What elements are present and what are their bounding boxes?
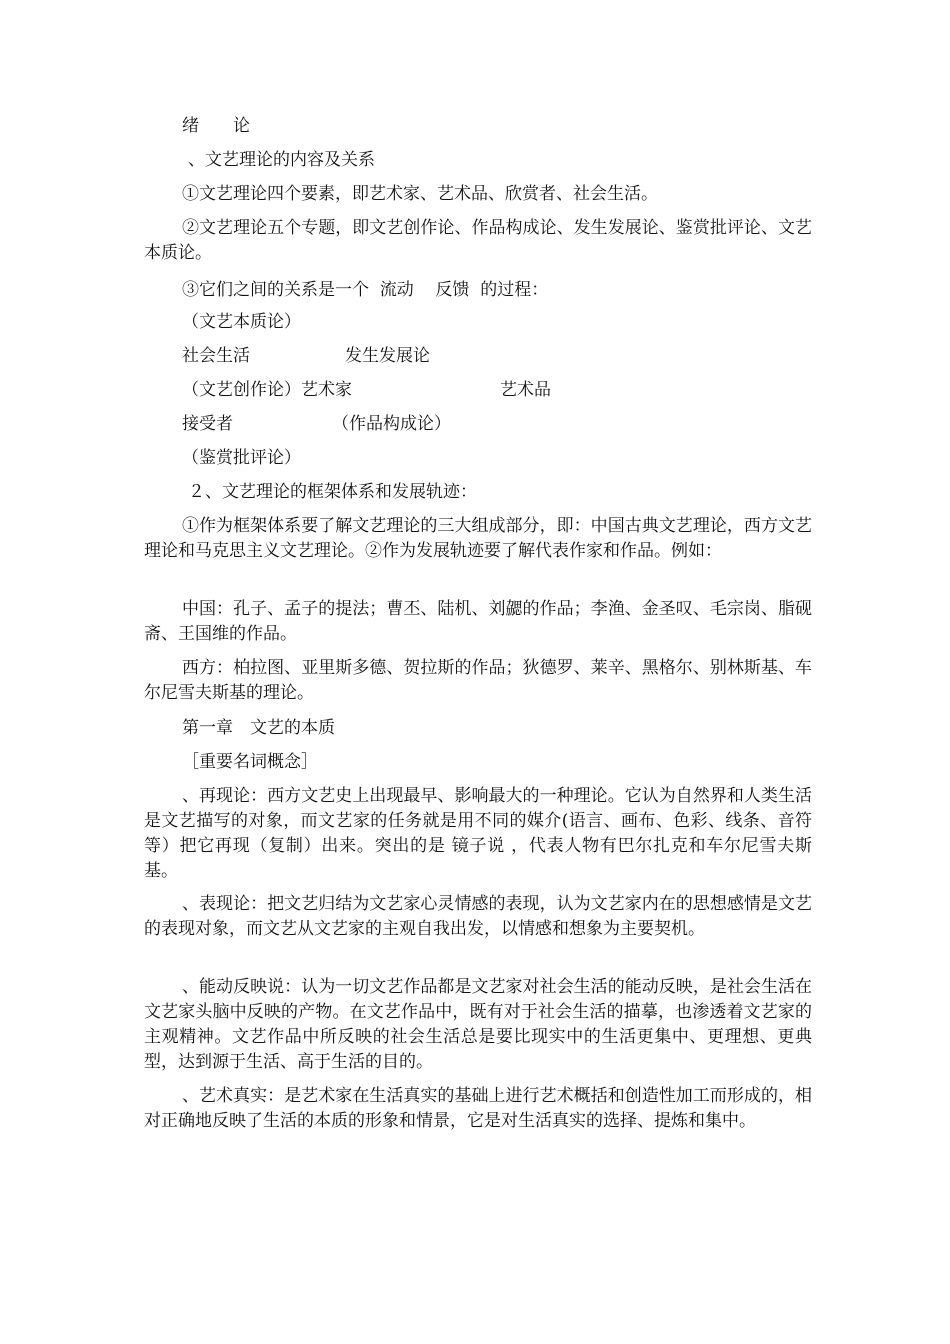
item-five-topics: ②文艺理论五个专题，即文艺创作论、作品构成论、发生发展论、鉴赏批评论、文艺本质论。 [144, 218, 812, 263]
diagram-composition: （作品构成论） [332, 414, 451, 434]
section1-heading: 、文艺理论的内容及关系 [188, 150, 375, 170]
intro-title: 绪 论 [182, 116, 250, 136]
concept-active-reflection: 、能动反映说：认为一切文艺作品都是文艺家对社会生活的能动反映，是社会生活在文艺家头脑中反映的产物。在文艺作品中，既有对于社会生活的描摹，也渗透着文艺家的主观精神。文艺作品中所反映的社会生活总是要比现实中的生活更集中、更理想、更典型，达到源于生活、高于生活的目的。 [144, 977, 812, 1072]
section2-heading: ２、文艺理论的框架体系和发展轨迹： [188, 482, 477, 502]
china-paragraph: 中国：孔子、孟子的提法；曹丕、陆机、刘勰的作品；李渔、金圣叹、毛宗岗、脂砚斋、王国维的作品。 [144, 599, 812, 644]
framework-paragraph: ①作为框架体系要了解文艺理论的三大组成部分，即：中国古典文艺理论，西方文艺理论和马克思主义文艺理论。②作为发展轨迹要了解代表作家和作品。例如： [144, 516, 812, 561]
item-relation: ③它们之间的关系是一个 流动 反馈 的过程： [182, 280, 549, 300]
chapter1-title: 第一章 文艺的本质 [182, 718, 335, 738]
diagram-appreciation: （鉴赏批评论） [182, 448, 301, 468]
item-four-elements: ①文艺理论四个要素，即艺术家、艺术品、欣赏者、社会生活。 [182, 184, 658, 204]
west-paragraph: 西方：柏拉图、亚里斯多德、贺拉斯的作品；狄德罗、莱辛、黑格尔、别林斯基、车尔尼雪夫斯基的理论。 [144, 658, 812, 703]
concepts-label: ［重要名词概念］ [182, 752, 318, 772]
concept-artistic-truth: 、艺术真实：是艺术家在生活真实的基础上进行艺术概括和创造性加工而形成的，相对正确地反映了生活的本质的形象和情景，它是对生活真实的选择、提炼和集中。 [144, 1086, 812, 1131]
concept-reproduction: 、再现论：西方文艺史上出现最早、影响最大的一种理论。它认为自然界和人类生活是文艺描写的对象，而文艺家的任务就是用不同的媒介(语言、画布、色彩、线条、音符等）把它再现（复制）出来。突出的是 镜子说 ，代表人物有巴尔扎克和车尔尼雪夫斯基。 [144, 786, 812, 881]
concept-expression: 、表现论：把文艺归结为文艺家心灵情感的表现，认为文艺家内在的思想感情是文艺的表现对象，而文艺从文艺家的主观自我出发，以情感和想象为主要契机。 [144, 894, 812, 939]
diagram-artwork: 艺术品 [500, 380, 551, 400]
diagram-social-life: 社会生活 [182, 346, 250, 366]
diagram-receiver: 接受者 [182, 414, 233, 434]
diagram-essence: （文艺本质论） [182, 312, 301, 332]
diagram-origin: 发生发展论 [345, 346, 430, 366]
diagram-creation: （文艺创作论）艺术家 [182, 380, 352, 400]
